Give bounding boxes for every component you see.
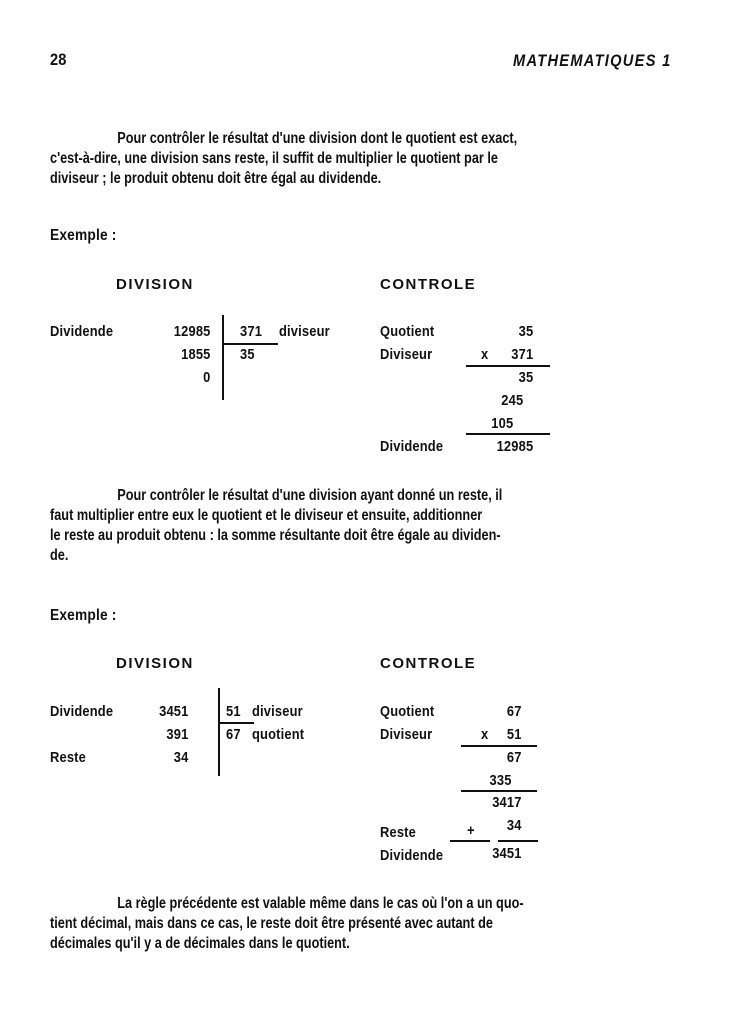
- remainder-value: 34: [173, 749, 189, 766]
- divisor-value: 371: [240, 323, 263, 340]
- paragraph-line: c'est-à-dire, une division sans reste, il suffit de multiplier le quotient par le: [50, 150, 498, 167]
- divisor-label: Diviseur: [380, 346, 433, 363]
- partial-product: 335: [489, 772, 512, 789]
- quotient-label: Quotient: [380, 703, 435, 720]
- division-bar-horizontal: [218, 722, 254, 724]
- multiplication-line: [466, 365, 550, 367]
- division-bar-horizontal: [222, 343, 278, 345]
- partial-product: 35: [518, 369, 534, 386]
- controle-title: CONTROLE: [380, 655, 477, 672]
- plus-sign: +: [467, 822, 475, 839]
- divisor-value: 51: [506, 726, 522, 743]
- final-sum-line: [498, 840, 538, 842]
- sum-line: [461, 790, 537, 792]
- divisor-label: Diviseur: [380, 726, 433, 743]
- dividend-value: 12985: [496, 438, 534, 455]
- remainder-value: 0: [203, 369, 211, 386]
- remainder-value: 34: [506, 817, 522, 834]
- quotient-label: quotient: [252, 726, 305, 743]
- dividend-label: Dividende: [50, 703, 114, 720]
- running-title: MATHEMATIQUES 1: [513, 51, 672, 70]
- divisor-value: 371: [511, 346, 534, 363]
- paragraph-2: [50, 486, 657, 566]
- dividend-label: Dividende: [50, 323, 114, 340]
- dividend-value: 3451: [492, 845, 522, 862]
- divisor-label: diviseur: [252, 703, 303, 720]
- sum-line: [466, 433, 550, 435]
- page-number: 28: [50, 50, 67, 69]
- quotient-value: 35: [518, 323, 534, 340]
- divisor-value: 51: [226, 703, 241, 720]
- remainder-label: Reste: [380, 824, 416, 841]
- partial-product: 105: [491, 415, 514, 432]
- quotient-label: Quotient: [380, 323, 435, 340]
- paragraph-line: Pour contrôler le résultat d'une division ayant donné un reste, il: [117, 487, 503, 504]
- division-bar-vertical: [218, 688, 220, 776]
- example-label: Exemple :: [50, 607, 117, 624]
- paragraph-line: diviseur ; le produit obtenu doit être égal au dividende.: [50, 170, 382, 187]
- product-value: 3417: [492, 794, 522, 811]
- example-label: Exemple :: [50, 227, 117, 244]
- dividend-label: Dividende: [380, 438, 444, 455]
- times-sign: x: [481, 726, 489, 743]
- paragraph-3: [50, 894, 657, 954]
- remainder-label: Reste: [50, 749, 86, 766]
- paragraph-line: La règle précédente est valable même dans le cas où l'on a un quo-: [117, 895, 524, 912]
- quotient-value: 67: [506, 703, 522, 720]
- partial-value: 1855: [181, 346, 211, 363]
- partial-value: 391: [166, 726, 189, 743]
- multiplication-line: [461, 745, 537, 747]
- quotient-value: 67: [226, 726, 241, 743]
- paragraph-line: tient décimal, mais dans ce cas, le reste doit être présenté avec autant de: [50, 915, 493, 932]
- paragraph-line: décimales qu'il y a de décimales dans le quotient.: [50, 935, 350, 952]
- dividend-value: 12985: [173, 323, 211, 340]
- paragraph-line: le reste au produit obtenu : la somme résultante doit être égale au dividen-: [50, 527, 501, 544]
- paragraph-line: faut multiplier entre eux le quotient et le diviseur et ensuite, additionner: [50, 507, 483, 524]
- division-title: DIVISION: [116, 276, 194, 293]
- plus-underline: [450, 840, 490, 842]
- division-title: DIVISION: [116, 655, 194, 672]
- paragraph-1: [50, 129, 657, 189]
- divisor-label: diviseur: [279, 323, 330, 340]
- partial-product: 245: [501, 392, 524, 409]
- paragraph-line: de.: [50, 547, 69, 564]
- paragraph-line: Pour contrôler le résultat d'une division dont le quotient est exact,: [117, 130, 518, 147]
- dividend-value: 3451: [159, 703, 189, 720]
- times-sign: x: [481, 346, 489, 363]
- division-bar-vertical: [222, 315, 224, 400]
- dividend-label: Dividende: [380, 847, 444, 864]
- quotient-value: 35: [240, 346, 255, 363]
- controle-title: CONTROLE: [380, 276, 477, 293]
- partial-product: 67: [506, 749, 522, 766]
